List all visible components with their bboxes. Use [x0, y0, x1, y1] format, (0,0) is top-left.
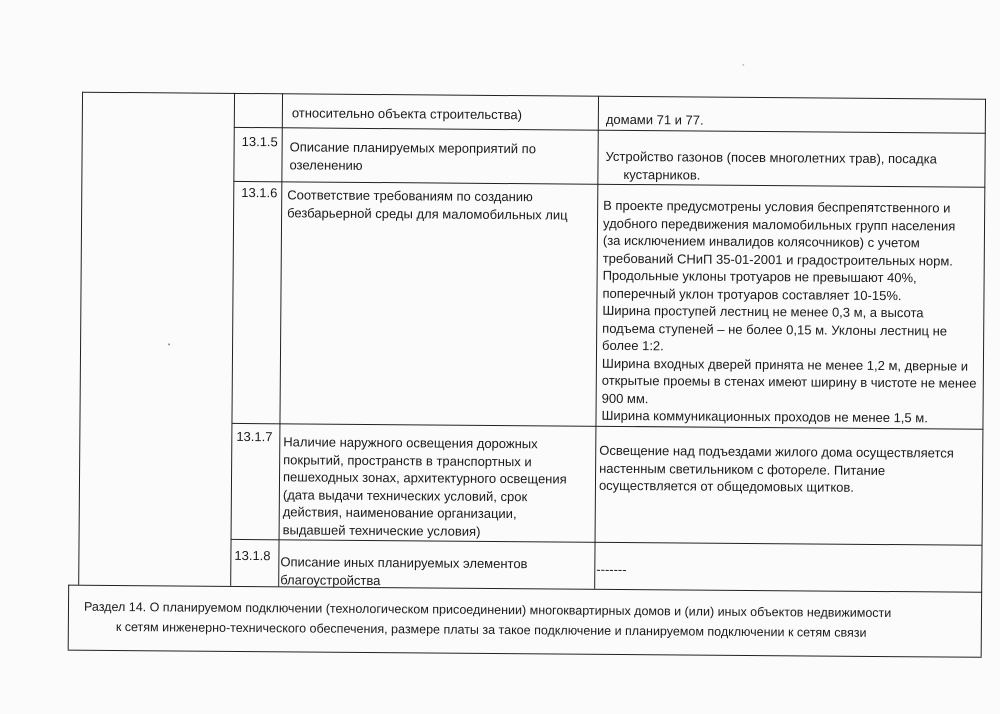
- row-value: [601, 197, 977, 427]
- column-divider-3: [594, 96, 599, 589]
- table-border-left: [78, 92, 83, 585]
- text-line: поперечный уклон тротуаров составляет 10-15%.: [602, 285, 902, 303]
- text-line: В проекте предусмотрены условия беспрепятственного и: [603, 197, 951, 216]
- text-line: (за исключением инвалидов колясочников) с учетом: [602, 232, 920, 251]
- text-line: осуществляется от общедомовых щитков.: [598, 477, 855, 495]
- row-value: [605, 148, 937, 186]
- text-line: относительно объекта строительства): [291, 105, 523, 123]
- text-line: более 1:2.: [602, 337, 664, 354]
- text-line: озеленению: [289, 156, 363, 173]
- scan-speck: [742, 64, 744, 66]
- text-line: открытые проемы в стенах имеют ширину в чистоте не менее: [601, 372, 977, 391]
- row-description: [289, 138, 536, 175]
- text-line: к сетям инженерно-технического обеспечения, размере платы за такое подключение и планируемом подключении к сетям связи: [115, 619, 867, 640]
- table-border-right: [981, 99, 987, 657]
- table-border-bottom: [68, 650, 982, 658]
- table-border-left-lower: [68, 585, 70, 650]
- text-line: Ширина коммуникационных проходов не менее 1,5 м.: [601, 407, 928, 426]
- text-line: Описание планируемых мероприятий по: [289, 139, 537, 157]
- text-line: Раздел 14. О планируемом подключении (технологическом присоединении) многоквартирных домов и (или) иных объектов недвижимости: [83, 599, 892, 621]
- row-divider-4: [231, 539, 983, 546]
- row-number: 13.1.5: [241, 133, 278, 150]
- section-heading: [84, 597, 892, 643]
- row-number: 13.1.6: [241, 184, 278, 201]
- text-line: Продольные уклоны тротуаров не превышают 40%,: [602, 267, 917, 286]
- text-line: покрытий, пространств в транспортных и: [283, 451, 532, 469]
- text-line: -------: [596, 561, 627, 578]
- text-line: Ширина входных дверей принята не менее 1,2 м, дверные и: [601, 355, 969, 374]
- text-line: (дата выдачи технических условий, срок: [282, 486, 528, 504]
- text-line: Описание иных планируемых элементов: [280, 554, 528, 572]
- scan-speck: [168, 343, 170, 345]
- text-line: благоустройства: [280, 571, 381, 588]
- row-value: [606, 111, 704, 129]
- text-line: выдавшей технические условия): [282, 521, 481, 539]
- text-line: Наличие наружного освещения дорожных: [283, 434, 538, 452]
- text-line: Освещение над подъездами жилого дома осуществляется: [599, 442, 954, 461]
- text-line: 900 мм.: [601, 390, 649, 406]
- row-description: [280, 553, 527, 590]
- text-line: настенным светильником с фотореле. Питание: [599, 460, 886, 478]
- text-line: Ширина проступей лестниц не менее 0,3 м, а высота: [602, 302, 924, 321]
- table-border-top: [82, 92, 986, 100]
- text-line: действия, наименование организации,: [282, 504, 517, 522]
- row-description: [292, 104, 522, 123]
- text-line: кустарников.: [623, 166, 701, 183]
- row-number: 13.1.8: [234, 547, 271, 564]
- text-line: требований СНиП 35-01-2001 и градостроительных норм.: [602, 250, 954, 269]
- row-description: [287, 186, 568, 223]
- text-line: безбарьерной среды для маломобильных лиц: [287, 204, 568, 223]
- text-line: подъема ступеней – не более 0,15 м. Уклоны лестниц не: [602, 320, 948, 339]
- row-number: 13.1.7: [236, 428, 273, 445]
- column-divider-1: [230, 93, 235, 586]
- text-line: Устройство газонов (посев многолетних трав), посадка: [605, 148, 937, 167]
- row-value: [596, 561, 626, 579]
- row-value: [599, 442, 954, 497]
- text-line: домами 71 и 77.: [605, 111, 704, 128]
- row-description: [283, 433, 567, 540]
- text-line: пешеходных зонах, архитектурного освещения: [282, 469, 567, 487]
- text-line: удобного передвижения маломобильных групп населения: [602, 215, 956, 234]
- text-line: Соответствие требованиям по созданию: [287, 187, 533, 205]
